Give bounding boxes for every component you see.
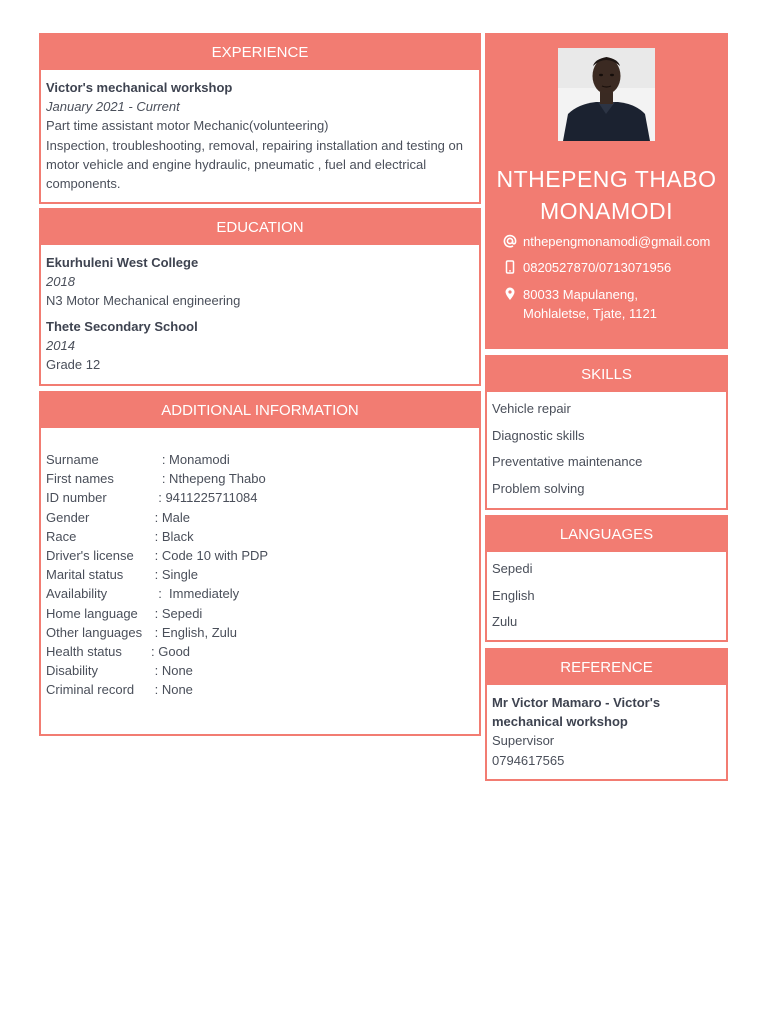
reference-name: Mr Victor Mamaro - Victor's mechanical workshop <box>492 695 661 730</box>
languages-section <box>485 515 728 642</box>
phone-icon <box>503 258 523 277</box>
education-qualification: N3 Motor Mechanical engineering <box>46 293 241 309</box>
info-value: : Black <box>151 528 194 544</box>
profile-name-line2: MONAMODI <box>539 198 674 224</box>
location-pin-icon <box>503 285 523 323</box>
education-year: 2018 <box>46 274 75 290</box>
additional-info-body <box>41 428 479 699</box>
info-row-other-languages <box>46 623 474 642</box>
info-value: : Good <box>151 643 191 659</box>
info-key: Race <box>46 528 77 544</box>
contact-phone <box>503 258 671 277</box>
info-key: Surname <box>46 452 99 467</box>
experience-duties: Inspection, troubleshooting, removal, repairing installation and testing on motor vehicle and engine hydraulic, pneumatic , fuel and electrical components. <box>46 137 463 192</box>
profile-panel <box>485 33 728 349</box>
skill-item: Vehicle repair <box>492 401 571 416</box>
education-year: 2014 <box>46 337 75 353</box>
skills-heading: SKILLS <box>487 357 726 392</box>
reference-title: Supervisor <box>492 733 555 749</box>
language-item: Sepedi <box>492 561 533 576</box>
language-item: Zulu <box>492 614 518 629</box>
education-entry <box>46 317 474 375</box>
email-link[interactable]: nthepengmonamodi@gmail.com <box>523 234 711 249</box>
info-row-gender <box>46 508 474 527</box>
contact-email <box>503 232 710 251</box>
education-entry <box>46 253 474 311</box>
info-value: : None <box>151 663 193 679</box>
info-row-drivers-license <box>46 546 474 565</box>
skill-item: Problem solving <box>492 480 585 496</box>
profile-photo-image <box>558 48 655 141</box>
experience-section <box>39 33 481 204</box>
info-value: : Single <box>151 567 198 583</box>
skill-item: Diagnostic skills <box>492 427 585 443</box>
address-text <box>523 285 657 323</box>
info-key: Gender <box>46 509 90 525</box>
info-key: Criminal record <box>46 682 135 698</box>
info-row-marital-status <box>46 565 474 584</box>
info-value: : None <box>151 682 193 698</box>
info-key: ID number <box>46 490 107 506</box>
info-value: : English, Zulu <box>151 624 237 640</box>
info-row-health-status <box>46 642 474 661</box>
info-value: : Nthepeng Thabo <box>151 471 266 487</box>
experience-role: Part time assistant motor Mechanic(volunteering) <box>46 118 329 134</box>
info-key: Driver's license <box>46 547 134 563</box>
language-item: English <box>492 587 535 603</box>
info-value: : 9411225711084 <box>151 490 258 506</box>
info-row-disability <box>46 661 474 680</box>
info-row-id-number <box>46 488 474 507</box>
info-row-race <box>46 527 474 546</box>
profile-name <box>485 163 728 227</box>
education-body <box>41 245 479 374</box>
reference-phone: 0794617565 <box>492 752 565 768</box>
info-key: Marital status <box>46 567 124 583</box>
info-key: Home language <box>46 605 138 621</box>
info-row-home-language <box>46 604 474 623</box>
skill-item: Preventative maintenance <box>492 454 643 469</box>
info-row-first-names <box>46 469 474 488</box>
info-key: Health status <box>46 643 122 659</box>
phone-text: 0820527870/0713071956 <box>523 260 672 275</box>
experience-body <box>41 70 479 193</box>
info-key: First names <box>46 471 114 487</box>
info-row-availability <box>46 584 474 603</box>
profile-photo <box>558 48 655 141</box>
education-school: Ekurhuleni West College <box>46 255 199 270</box>
info-row-surname <box>46 450 474 469</box>
reference-section <box>485 648 728 781</box>
info-value: : Immediately <box>151 586 240 602</box>
languages-heading: LANGUAGES <box>487 517 726 552</box>
reference-heading: REFERENCE <box>487 650 726 685</box>
additional-info-section <box>39 391 481 736</box>
experience-period: January 2021 - Current <box>46 99 180 115</box>
education-qualification: Grade 12 <box>46 357 101 373</box>
address-line1: 80033 Mapulaneng, <box>523 287 638 302</box>
info-value: : Monamodi <box>151 452 230 467</box>
education-heading: EDUCATION <box>41 210 479 245</box>
skills-section <box>485 355 728 510</box>
additional-info-heading: ADDITIONAL INFORMATION <box>41 393 479 428</box>
info-value: : Male <box>151 509 191 525</box>
contact-address <box>503 285 657 323</box>
info-key: Availability <box>46 586 108 602</box>
experience-heading: EXPERIENCE <box>41 35 479 70</box>
experience-company: Victor's mechanical workshop <box>46 80 233 95</box>
address-line2: Mohlaletse, Tjate, 1121 <box>523 306 657 321</box>
skills-list <box>487 392 726 502</box>
at-icon <box>503 232 523 251</box>
info-value: : Sepedi <box>151 605 203 621</box>
reference-body <box>487 685 726 770</box>
info-row-criminal-record <box>46 680 474 699</box>
info-value: : Code 10 with PDP <box>151 547 269 563</box>
education-section <box>39 208 481 386</box>
education-school: Thete Secondary School <box>46 318 198 334</box>
profile-name-line1: NTHEPENG THABO <box>496 166 717 192</box>
info-key: Other languages <box>46 624 143 640</box>
info-key: Disability <box>46 663 99 679</box>
languages-list <box>487 552 726 636</box>
